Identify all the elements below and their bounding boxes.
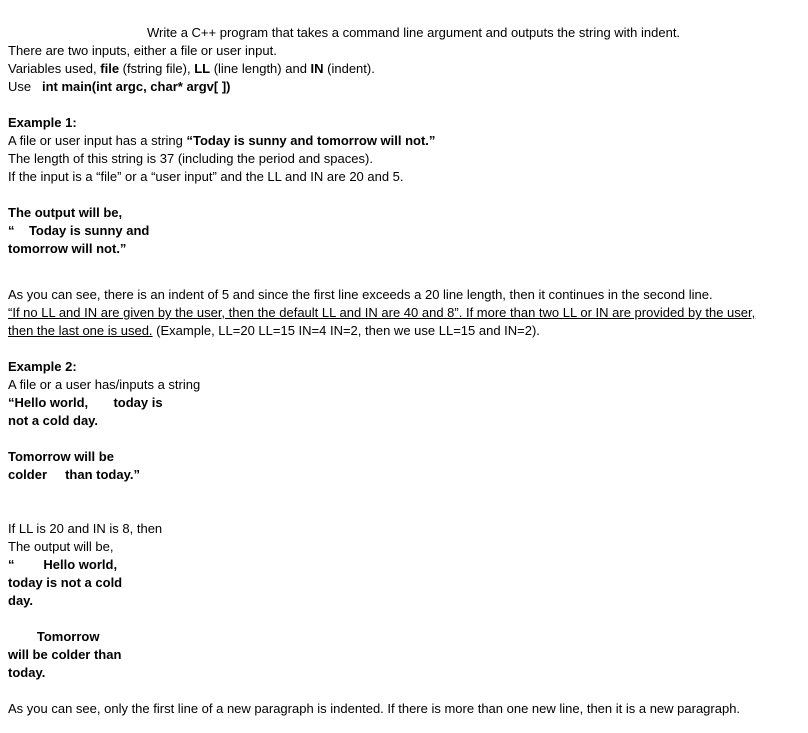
example2-input-line3: Tomorrow will be (8, 449, 114, 464)
example2-output-line3: day. (8, 593, 34, 608)
intro-main-signature (8, 78, 231, 96)
last-one-underlined: then the last one is used. (8, 323, 153, 338)
example2-heading: Example 2: (8, 359, 77, 374)
text-run: Variables used, (8, 61, 101, 76)
intro-variables (8, 60, 375, 78)
last-one-rule (8, 322, 540, 340)
example2-output-label: The output will be, (8, 539, 114, 554)
example1-output-label: The output will be, (8, 205, 123, 220)
text-run: (fstring file), (119, 61, 195, 76)
text-run: A file or user input has a string (8, 133, 187, 148)
example1-desc (8, 132, 435, 150)
closing-explanation: As you can see, only the first line of a new paragraph is indented. If there is more than one new line, then it is a new paragraph. (8, 701, 741, 716)
example2-output-line6: today. (8, 665, 46, 680)
example2-output-line2: today is not a cold (8, 575, 123, 590)
example2-output-line5: will be colder than (8, 647, 122, 662)
explanation-1: As you can see, there is an indent of 5 and since the first line exceeds a 20 line length, then it continues in the second line. (8, 287, 713, 302)
example2-output-line4: Tomorrow (8, 629, 100, 644)
example2-input-line2: not a cold day. (8, 413, 99, 428)
text-run: (Example, LL=20 LL=15 IN=4 IN=2, then we use LL=15 and IN=2). (152, 323, 540, 338)
example2-params: If LL is 20 and IN is 8, then (8, 521, 163, 536)
text-run: Use (8, 79, 42, 94)
example1-heading: Example 1: (8, 115, 77, 130)
example1-input: If the input is a “file” or a “user input” and the LL and IN are 20 and 5. (8, 169, 404, 184)
doc-title: Write a C++ program that takes a command line argument and outputs the string with indent. (147, 25, 681, 40)
example1-string: “Today is sunny and tomorrow will not.” (186, 133, 436, 148)
example1-output-line2: tomorrow will not.” (8, 241, 127, 256)
text-run: (indent). (323, 61, 375, 76)
example2-input-line4: colder than today.” (8, 467, 140, 482)
example2-input-line1: “Hello world, today is (8, 395, 163, 410)
intro-inputs: There are two inputs, either a file or user input. (8, 43, 277, 58)
example1-length: The length of this string is 37 (including the period and spaces). (8, 151, 373, 166)
example2-desc: A file or a user has/inputs a string (8, 377, 201, 392)
main-signature: int main(int argc, char* argv[ ]) (41, 79, 231, 94)
example1-output-line1: “ Today is sunny and (8, 223, 150, 238)
keyword-in: IN (310, 61, 324, 76)
keyword-file: file (100, 61, 120, 76)
keyword-ll: LL (194, 61, 211, 76)
text-run: (line length) and (210, 61, 311, 76)
example2-output-line1: “ Hello world, (8, 557, 118, 572)
default-rule: “If no LL and IN are given by the user, then the default LL and IN are 40 and 8”. If more than two LL or IN are provided by the user, (8, 305, 756, 320)
